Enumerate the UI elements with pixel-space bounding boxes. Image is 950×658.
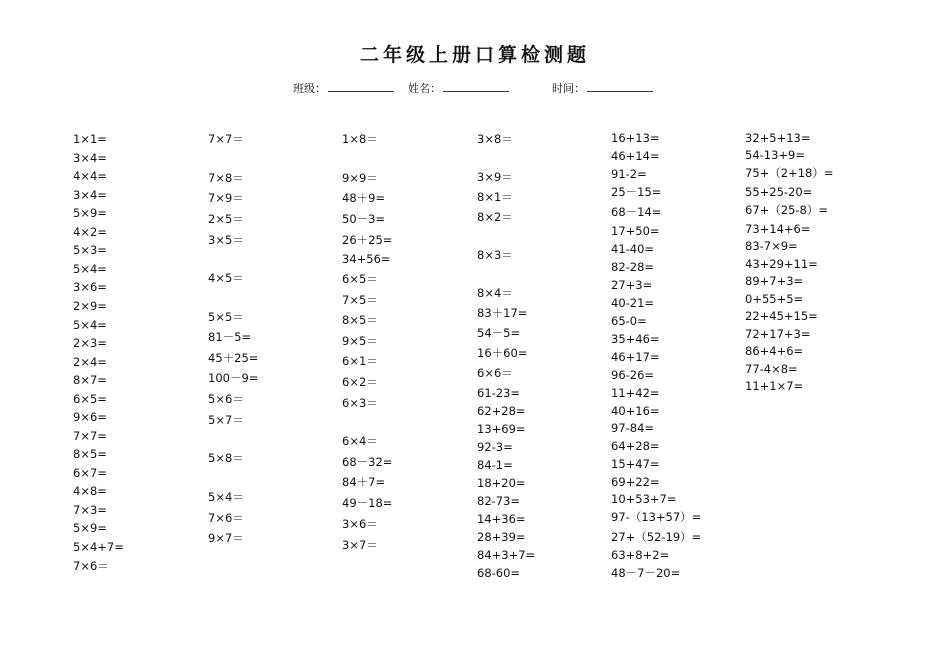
math-problem: 8×3＝ (477, 248, 513, 262)
math-problem: 100－9= (208, 371, 259, 385)
math-problem: 40-21= (611, 296, 655, 310)
math-problem: 3×6＝ (342, 517, 378, 531)
math-problem: 4×5＝ (208, 271, 244, 285)
math-problem: 1×8＝ (342, 132, 378, 146)
math-problem: 54-13+9= (745, 148, 806, 162)
math-problem: 83＋17= (477, 306, 528, 320)
math-problem: 6×7= (73, 466, 107, 480)
math-problem: 5×7＝ (208, 413, 244, 427)
math-problem: 6×5＝ (342, 272, 378, 286)
math-problem: 10+53+7= (611, 492, 677, 506)
math-problem: 14+36= (477, 512, 526, 526)
math-problem: 6×2＝ (342, 375, 378, 389)
math-problem: 91-2= (611, 167, 647, 181)
math-problem: 11+42= (611, 386, 660, 400)
math-problem: 96-26= (611, 368, 655, 382)
math-problem: 26＋25= (342, 233, 393, 247)
math-problem: 92-3= (477, 440, 513, 454)
math-problem: 89+7+3= (745, 274, 804, 288)
math-problem: 86+4+6= (745, 344, 804, 358)
math-problem: 7×7= (73, 429, 107, 443)
math-problem: 49－18= (342, 496, 393, 510)
math-problem: 5×9= (73, 206, 107, 220)
math-problem: 68－32= (342, 455, 393, 469)
math-problem: 8×5＝ (342, 313, 378, 327)
blank-line (443, 81, 509, 92)
math-problem: 75+（2+18）= (745, 166, 834, 180)
math-problem: 3×4= (73, 151, 107, 165)
math-problem: 6×1＝ (342, 354, 378, 368)
math-problem: 5×8＝ (208, 451, 244, 465)
math-problem: 8×4＝ (477, 286, 513, 300)
math-problem: 2×5＝ (208, 212, 244, 226)
math-problem: 8×2＝ (477, 210, 513, 224)
math-problem: 8×1＝ (477, 190, 513, 204)
math-problem: 77-4×8= (745, 362, 798, 376)
math-problem: 40+16= (611, 404, 660, 418)
math-problem: 50－3= (342, 212, 386, 226)
math-problem: 84-1= (477, 458, 513, 472)
math-problem: 16＋60= (477, 346, 528, 360)
math-problem: 5×4= (73, 262, 107, 276)
math-problem: 46+17= (611, 350, 660, 364)
math-problem: 65-0= (611, 314, 647, 328)
math-problem: 3×8＝ (477, 132, 513, 146)
math-problem: 82-73= (477, 494, 521, 508)
math-problem: 5×4+7= (73, 540, 124, 554)
math-problem: 8×7= (73, 373, 107, 387)
math-problem: 5×4= (73, 318, 107, 332)
math-problem: 81－5= (208, 330, 252, 344)
math-problem: 61-23= (477, 386, 521, 400)
math-problem: 27+3= (611, 278, 653, 292)
name-field (408, 80, 509, 96)
math-problem: 67+（25-8）= (745, 203, 829, 217)
math-problem: 5×3= (73, 243, 107, 257)
math-problem: 27+（52-19）= (611, 530, 702, 544)
math-problem: 43+29+11= (745, 257, 818, 271)
math-problem: 3×6= (73, 280, 107, 294)
math-problem: 5×5＝ (208, 310, 244, 324)
math-problem: 54－5= (477, 326, 521, 340)
math-problem: 7×8＝ (208, 171, 244, 185)
math-problem: 5×4＝ (208, 490, 244, 504)
math-problem: 4×8= (73, 484, 107, 498)
page-title: 二年级上册口算检测题 (359, 44, 590, 66)
math-problem: 6×5= (73, 392, 107, 406)
math-problem: 84+3+7= (477, 548, 536, 562)
math-problem: 5×9= (73, 521, 107, 535)
math-problem: 15+47= (611, 457, 660, 471)
math-problem: 2×9= (73, 299, 107, 313)
math-problem: 3×7＝ (342, 538, 378, 552)
math-problem: 9×9＝ (342, 171, 378, 185)
math-problem: 6×6＝ (477, 366, 513, 380)
math-problem: 5×6＝ (208, 392, 244, 406)
math-problem: 22+45+15= (745, 309, 818, 323)
field-label: 姓名： (408, 82, 441, 95)
math-problem: 3×9＝ (477, 170, 513, 184)
math-problem: 82-28= (611, 260, 655, 274)
math-problem: 13+69= (477, 422, 526, 436)
math-problem: 64+28= (611, 439, 660, 453)
math-problem: 35+46= (611, 332, 660, 346)
math-problem: 9×7＝ (208, 531, 244, 545)
math-problem: 11+1×7= (745, 379, 804, 393)
math-problem: 17+50= (611, 224, 660, 238)
math-problem: 69+22= (611, 475, 660, 489)
math-problem: 73+14+6= (745, 222, 811, 236)
math-problem: 6×4＝ (342, 434, 378, 448)
math-problem: 1×1= (73, 132, 107, 146)
math-problem: 28+39= (477, 530, 526, 544)
math-problem: 8×5= (73, 447, 107, 461)
blank-line (587, 81, 653, 92)
math-problem: 0+55+5= (745, 292, 804, 306)
math-problem: 7×6＝ (208, 511, 244, 525)
math-problem: 48＋9= (342, 191, 386, 205)
math-problem: 63+8+2= (611, 548, 670, 562)
math-problem: 4×2= (73, 225, 107, 239)
class-field (293, 80, 394, 96)
math-problem: 2×4= (73, 355, 107, 369)
math-problem: 3×4= (73, 188, 107, 202)
math-problem: 34+56= (342, 252, 391, 266)
math-problem: 97-（13+57）= (611, 510, 702, 524)
math-problem: 6×3＝ (342, 396, 378, 410)
math-problem: 83-7×9= (745, 239, 798, 253)
math-problem: 3×5＝ (208, 233, 244, 247)
time-field (552, 80, 653, 96)
blank-line (328, 81, 394, 92)
math-problem: 7×6＝ (73, 559, 109, 573)
field-label: 时间： (552, 82, 585, 95)
math-problem: 25－15= (611, 185, 662, 199)
math-problem: 2×3= (73, 336, 107, 350)
math-problem: 45＋25= (208, 351, 259, 365)
math-problem: 7×9＝ (208, 191, 244, 205)
math-problem: 7×5＝ (342, 293, 378, 307)
math-problem: 68-60= (477, 566, 521, 580)
math-problem: 4×4= (73, 169, 107, 183)
math-problem: 9×5＝ (342, 334, 378, 348)
math-problem: 84＋7= (342, 475, 386, 489)
math-problem: 16+13= (611, 131, 660, 145)
math-problem: 7×3= (73, 503, 107, 517)
math-problem: 46+14= (611, 149, 660, 163)
math-problem: 55+25-20= (745, 185, 813, 199)
math-problem: 32+5+13= (745, 131, 811, 145)
math-problem: 62+28= (477, 404, 526, 418)
math-problem: 48－7－20= (611, 566, 681, 580)
math-problem: 41-40= (611, 242, 655, 256)
math-problem: 68－14= (611, 205, 662, 219)
field-label: 班级： (293, 82, 326, 95)
math-problem: 9×6= (73, 410, 107, 424)
math-problem: 7×7＝ (208, 132, 244, 146)
math-problem: 18+20= (477, 476, 526, 490)
math-problem: 97-84= (611, 421, 655, 435)
math-problem: 72+17+3= (745, 327, 811, 341)
